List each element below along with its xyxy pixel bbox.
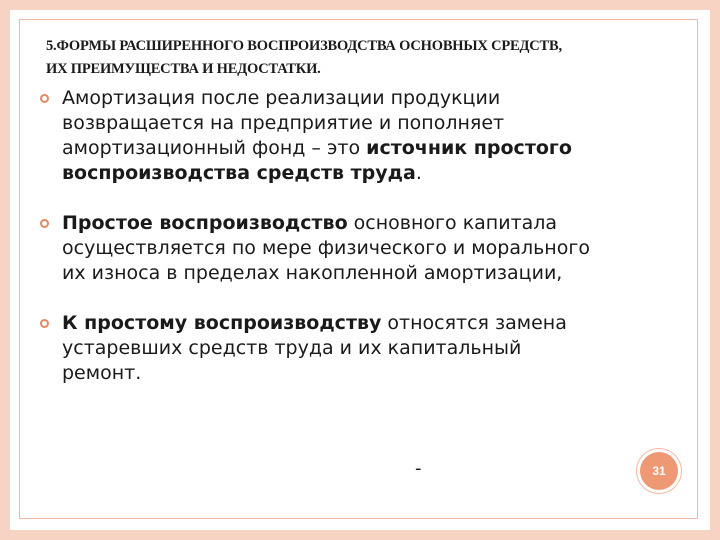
bullet-item-2 xyxy=(40,211,600,286)
slide-title: 5.ФОРМЫ РАСШИРЕННОГО ВОСПРОИЗВОДСТВА ОСНОВНЫХ СРЕДСТВ, ИХ ПРЕИМУЩЕСТВА И НЕДОСТАТКИ. xyxy=(46,38,562,77)
bullet-icon xyxy=(40,219,49,228)
bullet-icon xyxy=(40,94,49,103)
bullet-2-bold: Простое воспроизводство xyxy=(62,212,348,234)
bullet-1-text-1: Амортизация после реализации продукции возвращается на предприятие и пополняет амортизационный фонд – это xyxy=(62,87,505,159)
bullet-item-1 xyxy=(40,86,600,186)
bullet-3-bold: К простому воспроизводству xyxy=(62,312,382,334)
bullet-1-text-2: . xyxy=(415,162,422,184)
bullet-3-text-1: относятся замена устаревших средств труда и их капитальный ремонт. xyxy=(62,312,567,384)
bullet-list xyxy=(40,86,600,386)
bullet-item-3 xyxy=(40,311,600,386)
bullet-1-bold: источник простого воспроизводства средств труда xyxy=(62,137,572,184)
page-number-badge: 31 xyxy=(640,452,678,490)
bullet-icon xyxy=(40,319,49,328)
bullet-2-text-1: основного капитала осуществляется по мере физического и морального их износа в пределах накопленной амортизации, xyxy=(62,212,590,284)
dash-mark: - xyxy=(415,458,422,479)
